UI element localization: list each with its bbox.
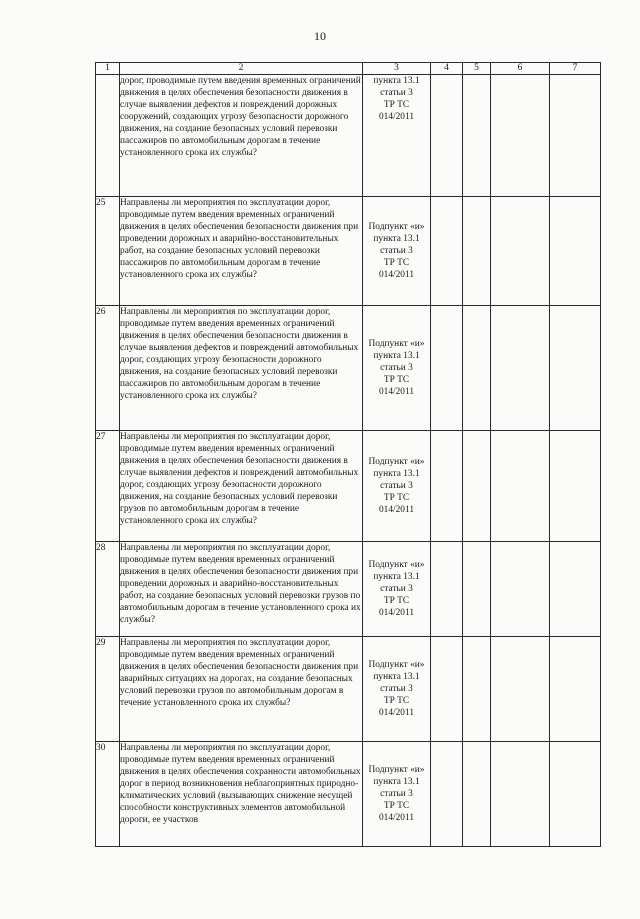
reference-line: 014/2011 [378, 708, 415, 718]
answer-cell-note[interactable] [550, 197, 601, 306]
reference-line: ТР ТС [383, 596, 410, 606]
legal-reference [363, 197, 431, 306]
reference-line: 014/2011 [378, 270, 415, 280]
table-row [96, 542, 601, 637]
reference-line: 014/2011 [378, 505, 415, 515]
answer-cell-no[interactable] [463, 197, 491, 306]
reference-line: пункта 13.1 [373, 777, 420, 787]
answer-cell-no[interactable] [463, 75, 491, 197]
question-text: дорог, проводимые путем введения временных ограничений движения в целях обеспечения безопасности движения в случае выявления дефектов и повреждений дорожных сооружений, создающих угрозу безопасности дорожного движения, на создание безопасных условий перевозки пассажиров по автомобильным дорогам в течение установленного срока их службы? [120, 75, 363, 197]
question-text: Направлены ли мероприятия по эксплуатации дорог, проводимые путем введения временных ограничений движения в целях обеспечения безопасности движения в случае выявления дефектов и повреждений автомобильных дорог, создающих угрозу безопасности дорожного движения, на создание безопасных условий перевозки пассажиров по автомобильным дорогам в течение установленного срока их службы? [120, 306, 363, 431]
reference-line: Подпункт «и» [368, 222, 425, 232]
reference-line: ТР ТС [383, 801, 410, 811]
reference-line: статьи 3 [380, 481, 413, 491]
row-number: 29 [96, 637, 120, 742]
reference-line: Подпункт «и» [368, 660, 425, 670]
answer-cell-yes[interactable] [431, 197, 463, 306]
reference-line: Подпункт «и» [368, 457, 425, 467]
checklist-table [95, 62, 601, 847]
reference-line: ТР ТС [383, 258, 410, 268]
table-row [96, 75, 601, 197]
answer-cell-na[interactable] [491, 637, 550, 742]
answer-cell-no[interactable] [463, 431, 491, 542]
column-header-2: 2 [120, 63, 363, 75]
answer-cell-na[interactable] [491, 742, 550, 847]
reference-line: Подпункт «и» [368, 765, 425, 775]
reference-line: Подпункт «и» [368, 560, 425, 570]
table-row [96, 431, 601, 542]
reference-line: пункта 13.1 [373, 234, 420, 244]
row-number: 28 [96, 542, 120, 637]
reference-line: ТР ТС [383, 100, 410, 110]
table-row [96, 306, 601, 431]
legal-reference [363, 75, 431, 197]
table-row [96, 637, 601, 742]
answer-cell-no[interactable] [463, 306, 491, 431]
row-number: 27 [96, 431, 120, 542]
answer-cell-no[interactable] [463, 637, 491, 742]
reference-line: ТР ТС [383, 696, 410, 706]
answer-cell-yes[interactable] [431, 306, 463, 431]
question-text: Направлены ли мероприятия по эксплуатации дорог, проводимые путем введения временных ограничений движения в целях обеспечения безопасности движения при проведении дорожных и аварийно-восстановительных работ, на создание безопасных условий перевозки пассажиров по автомобильным дорогам в течение установленного срока их службы? [120, 197, 363, 306]
answer-cell-yes[interactable] [431, 75, 463, 197]
question-text: Направлены ли мероприятия по эксплуатации дорог, проводимые путем введения временных ограничений движения в целях обеспечения безопасности движения в случае выявления дефектов и повреждений автомобильных дорог, создающих угрозу безопасности дорожного движения, на создание безопасных условий перевозки грузов по автомобильным дорогам в течение установленного срока их службы? [120, 431, 363, 542]
legal-reference [363, 542, 431, 637]
legal-reference [363, 742, 431, 847]
answer-cell-na[interactable] [491, 197, 550, 306]
reference-line: пункта 13.1 [373, 572, 420, 582]
reference-line: 014/2011 [378, 813, 415, 823]
reference-line: пункта 13.1 [373, 76, 420, 86]
legal-reference [363, 431, 431, 542]
answer-cell-note[interactable] [550, 637, 601, 742]
reference-line: 014/2011 [378, 608, 415, 618]
column-header-7: 7 [550, 63, 601, 75]
reference-line: ТР ТС [383, 493, 410, 503]
answer-cell-na[interactable] [491, 306, 550, 431]
answer-cell-yes[interactable] [431, 637, 463, 742]
column-header-5: 5 [463, 63, 491, 75]
reference-line: ТР ТС [383, 375, 410, 385]
column-number-row [96, 63, 601, 75]
answer-cell-yes[interactable] [431, 742, 463, 847]
answer-cell-na[interactable] [491, 75, 550, 197]
column-header-6: 6 [491, 63, 550, 75]
question-text: Направлены ли мероприятия по эксплуатации дорог, проводимые путем введения временных ограничений движения в целях обеспечения безопасности движения при аварийных ситуациях на дорогах, на создание безопасных условий перевозки грузов по автомобильным дорогам в течение установленного срока их службы? [120, 637, 363, 742]
answer-cell-note[interactable] [550, 542, 601, 637]
reference-line: статьи 3 [380, 363, 413, 373]
answer-cell-yes[interactable] [431, 431, 463, 542]
row-number: 30 [96, 742, 120, 847]
answer-cell-note[interactable] [550, 431, 601, 542]
reference-line: статьи 3 [380, 246, 413, 256]
answer-cell-no[interactable] [463, 542, 491, 637]
answer-cell-na[interactable] [491, 431, 550, 542]
answer-cell-note[interactable] [550, 742, 601, 847]
reference-line: статьи 3 [380, 88, 413, 98]
reference-line: статьи 3 [380, 584, 413, 594]
reference-line: Подпункт «и» [368, 339, 425, 349]
question-text: Направлены ли мероприятия по эксплуатации дорог, проводимые путем введения временных ограничений движения в целях обеспечения безопасности движения при проведении дорожных и аварийно-восстановительных работ, на создание безопасных условий перевозки грузов по автомобильным дорогам в течение установленного срока их службы? [120, 542, 363, 637]
row-number: 26 [96, 306, 120, 431]
reference-line: пункта 13.1 [373, 672, 420, 682]
table-row [96, 742, 601, 847]
reference-line: пункта 13.1 [373, 351, 420, 361]
row-number [96, 75, 120, 197]
answer-cell-yes[interactable] [431, 542, 463, 637]
column-header-4: 4 [431, 63, 463, 75]
column-header-1: 1 [96, 63, 120, 75]
reference-line: статьи 3 [380, 789, 413, 799]
table-row [96, 197, 601, 306]
reference-line: статьи 3 [380, 684, 413, 694]
legal-reference [363, 637, 431, 742]
answer-cell-na[interactable] [491, 542, 550, 637]
page-number: 10 [314, 29, 326, 43]
answer-cell-note[interactable] [550, 75, 601, 197]
question-text: Направлены ли мероприятия по эксплуатации дорог, проводимые путем введения временных ограничений движения в целях обеспечения сохранности автомобильных дорог в период возникновения неблагоприятных природно-климатических условий (вызывающих снижение несущей способности конструктивных элементов автомобильной дороги, ее участков [120, 742, 363, 847]
column-header-3: 3 [363, 63, 431, 75]
row-number: 25 [96, 197, 120, 306]
answer-cell-note[interactable] [550, 306, 601, 431]
reference-line: 014/2011 [378, 387, 415, 397]
reference-line: 014/2011 [378, 112, 415, 122]
answer-cell-no[interactable] [463, 742, 491, 847]
legal-reference [363, 306, 431, 431]
reference-line: пункта 13.1 [373, 469, 420, 479]
